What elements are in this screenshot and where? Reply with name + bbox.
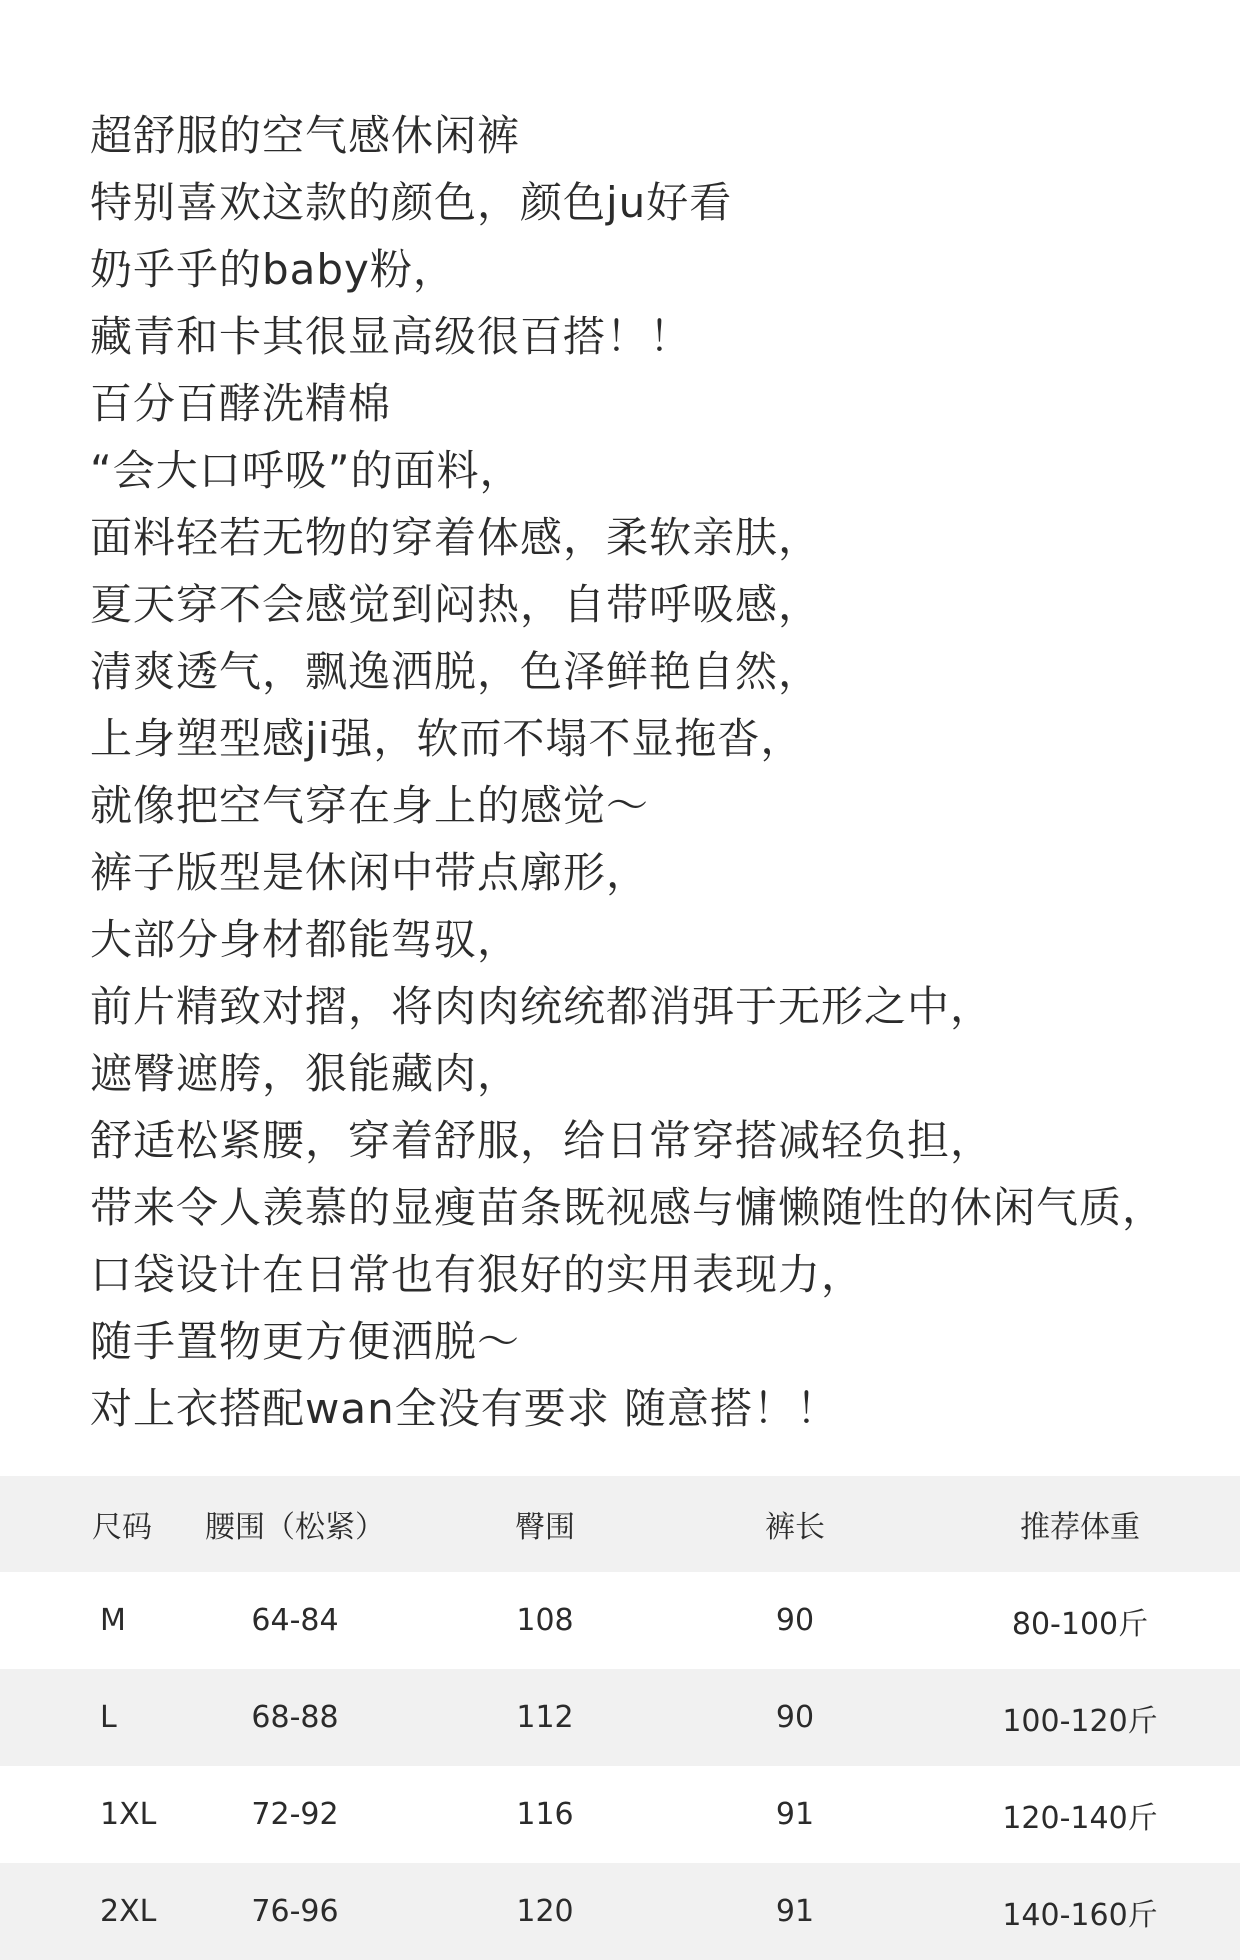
hip-cell: 108	[516, 1603, 574, 1638]
size-cell: L	[100, 1700, 117, 1735]
waist-cell: 72-92	[251, 1797, 339, 1832]
weight-cell: 80-100斤	[1011, 1606, 1149, 1642]
description-line: 遮臀遮胯，狠能藏肉，	[90, 1049, 521, 1098]
description-line: 大部分身材都能驾驭，	[90, 915, 521, 964]
hip-cell: 120	[516, 1894, 574, 1929]
length-cell: 90	[775, 1603, 815, 1638]
description-line: 面料轻若无物的穿着体感，柔软亲肤，	[90, 513, 822, 562]
size-cell: M	[100, 1603, 126, 1638]
description-line: 超舒服的空气感休闲裤	[90, 111, 521, 160]
description-line: 奶乎乎的baby粉，	[90, 245, 456, 294]
waist-cell: 76-96	[251, 1894, 339, 1929]
header-hip: 臀围	[515, 1510, 575, 1545]
header-size: 尺码	[92, 1510, 152, 1545]
header-weight: 推荐体重	[1020, 1510, 1140, 1545]
weight-cell: 140-160斤	[1002, 1897, 1158, 1933]
hip-cell: 112	[516, 1700, 574, 1735]
size-cell: 1XL	[100, 1797, 157, 1832]
description-line: 口袋设计在日常也有狠好的实用表现力，	[90, 1250, 865, 1299]
description-line: 裤子版型是休闲中带点廓形，	[90, 848, 650, 897]
description-line: 对上衣搭配wan全没有要求 随意搭！！	[90, 1384, 840, 1433]
size-table	[0, 1476, 1240, 1960]
description-line: 藏青和卡其很显高级很百搭！！	[90, 312, 693, 361]
description-line: 夏天穿不会感觉到闷热，自带呼吸感，	[90, 580, 822, 629]
product-description	[90, 102, 1200, 1442]
description-line: 随手置物更方便洒脱～	[90, 1317, 521, 1366]
table-row	[0, 1669, 1240, 1766]
description-line: 特别喜欢这款的颜色，颜色ju好看	[90, 178, 733, 227]
header-waist: 腰围（松紧）	[205, 1510, 385, 1545]
length-cell: 91	[775, 1797, 815, 1832]
length-cell: 91	[775, 1894, 815, 1929]
table-row	[0, 1863, 1240, 1960]
size-cell: 2XL	[100, 1894, 157, 1929]
table-row	[0, 1572, 1240, 1669]
hip-cell: 116	[516, 1797, 574, 1832]
description-line: 带来令人羡慕的显瘦苗条既视感与慵懒随性的休闲气质，	[90, 1183, 1166, 1232]
description-line: 前片精致对摺，将肉肉统统都消弭于无形之中，	[90, 982, 994, 1031]
description-line: 舒适松紧腰，穿着舒服，给日常穿搭减轻负担，	[90, 1116, 994, 1165]
description-line: 就像把空气穿在身上的感觉～	[90, 781, 650, 830]
table-row	[0, 1766, 1240, 1863]
length-cell: 90	[775, 1700, 815, 1735]
weight-cell: 100-120斤	[1002, 1703, 1158, 1739]
header-length: 裤长	[765, 1510, 825, 1545]
waist-cell: 64-84	[251, 1603, 339, 1638]
description-line: 百分百酵洗精棉	[90, 379, 392, 428]
size-table-header	[0, 1476, 1240, 1572]
weight-cell: 120-140斤	[1002, 1800, 1158, 1836]
waist-cell: 68-88	[251, 1700, 339, 1735]
description-line: 上身塑型感ji强，软而不塌不显拖沓，	[90, 714, 804, 763]
description-line: 清爽透气，飘逸洒脱，色泽鲜艳自然，	[90, 647, 822, 696]
description-line: “会大口呼吸”的面料，	[90, 446, 523, 495]
